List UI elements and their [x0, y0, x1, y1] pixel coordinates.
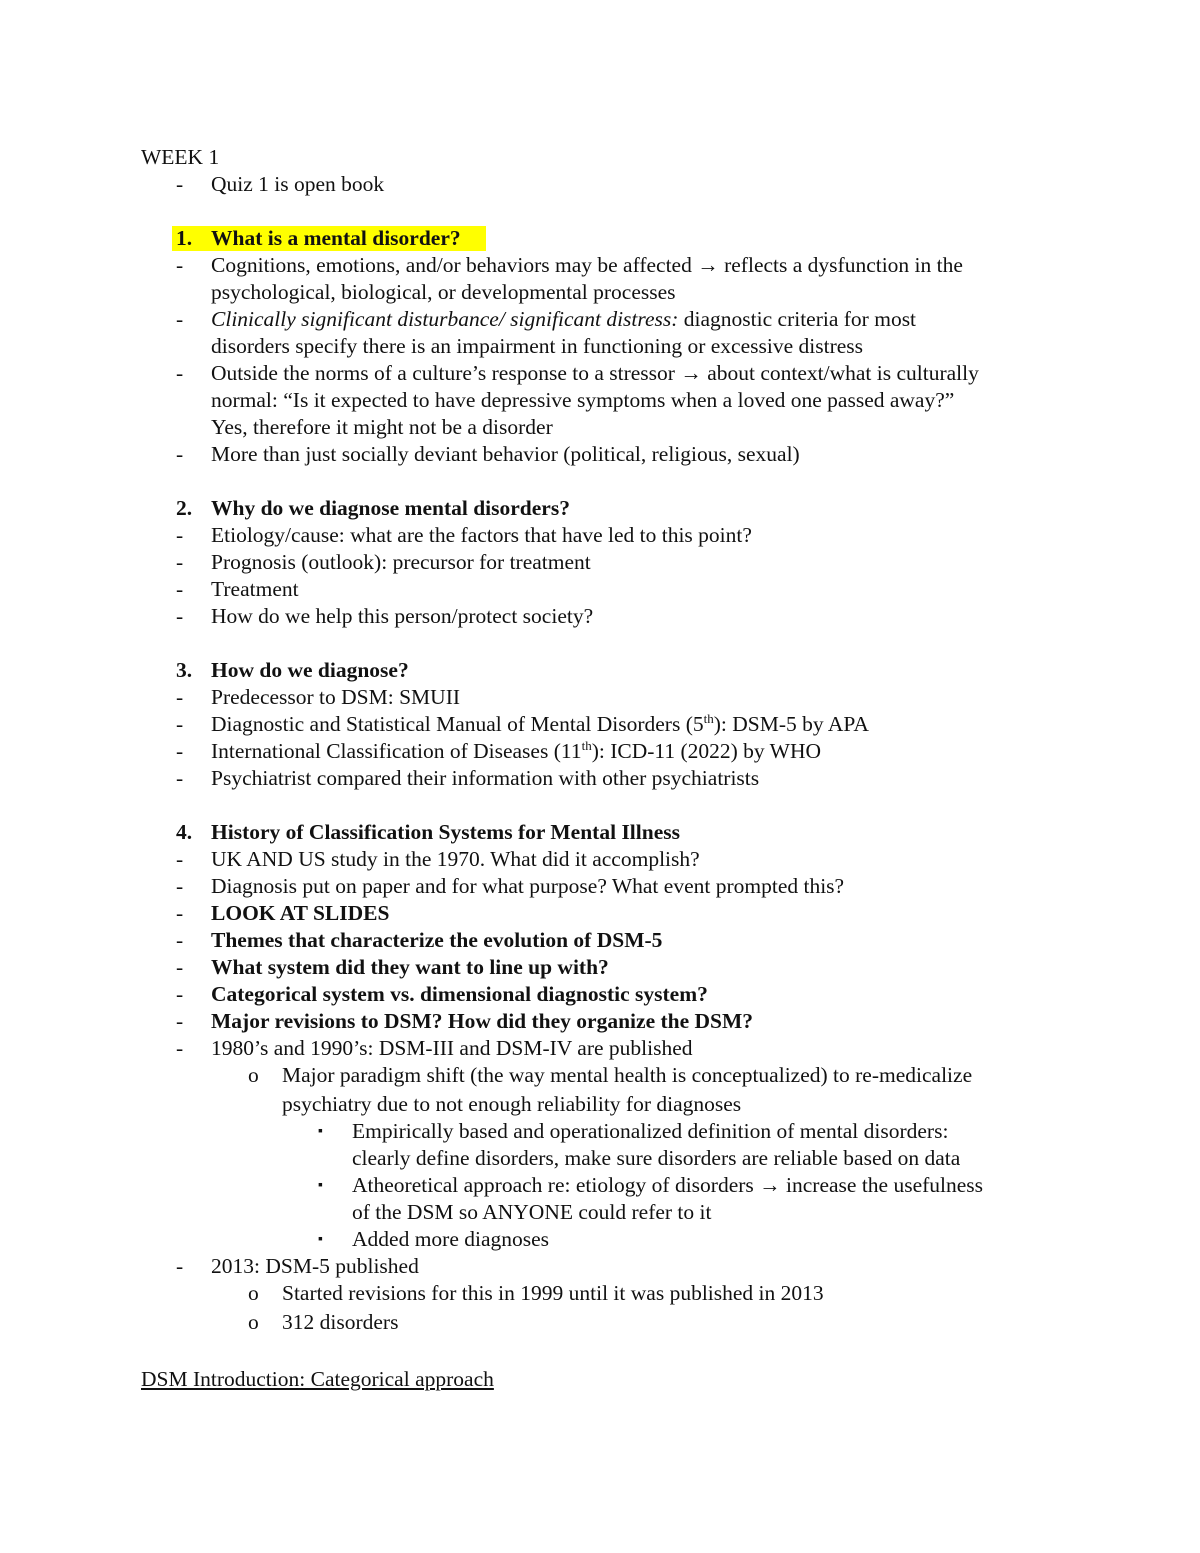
- list-item: - Treatment: [176, 577, 299, 601]
- list-item: - Clinically significant disturbance/ significant distress: diagnostic criteria for most: [176, 307, 917, 331]
- list-item-continued: Yes, therefore it might not be a disorder: [211, 415, 553, 439]
- list-item: - Psychiatrist compared their information with other psychiatrists: [176, 766, 760, 790]
- section-heading-dsm-introduction: DSM Introduction: Categorical approach: [141, 1367, 494, 1391]
- list-item: - UK AND US study in the 1970. What did it accomplish?: [176, 847, 700, 871]
- list-item: - Quiz 1 is open book: [176, 172, 385, 196]
- week-title: WEEK 1: [141, 145, 220, 169]
- sub-sub-list-item-continued: clearly define disorders, make sure disorders are reliable based on data: [352, 1146, 961, 1170]
- list-item-continued: disorders specify there is an impairment in functioning or excessive distress: [211, 334, 864, 358]
- section-4: [0, 819, 1200, 1336]
- list-item: - 1980’s and 1990’s: DSM-III and DSM-IV are published: [176, 1036, 693, 1060]
- square-bullet-icon: ▪: [318, 1178, 323, 1193]
- sub-sub-list-item: ▪ Atheoretical approach re: etiology of disorders → increase the usefulness: [318, 1173, 984, 1197]
- list-item: - Prognosis (outlook): precursor for treatment: [176, 550, 591, 574]
- section-4-heading: 4. History of Classification Systems for Mental Illness: [176, 820, 680, 844]
- list-item-continued: normal: “Is it expected to have depressive symptoms when a loved one passed away?”: [211, 388, 955, 412]
- section-2-heading: 2. Why do we diagnose mental disorders?: [176, 496, 570, 520]
- list-item: - International Classification of Diseases (11th): ICD-11 (2022) by WHO: [176, 737, 822, 763]
- square-bullet-icon: ▪: [318, 1124, 323, 1139]
- section-3-heading: 3. How do we diagnose?: [176, 658, 409, 682]
- list-item: - 2013: DSM-5 published: [176, 1254, 419, 1278]
- sub-list-item: o Started revisions for this in 1999 until it was published in 2013: [248, 1281, 824, 1305]
- list-item: - How do we help this person/protect society?: [176, 604, 594, 628]
- sub-list-item-continued: psychiatry due to not enough reliability for diagnoses: [282, 1092, 742, 1116]
- list-item: - What system did they want to line up with?: [176, 955, 609, 979]
- list-item: - Outside the norms of a culture’s response to a stressor → about context/what is culturally: [176, 361, 979, 385]
- list-item-continued: psychological, biological, or developmental processes: [211, 280, 676, 304]
- arrow-icon: →: [759, 1173, 781, 1197]
- list-item: - Etiology/cause: what are the factors that have led to this point?: [176, 523, 752, 547]
- list-item: - Themes that characterize the evolution of DSM-5: [176, 928, 663, 952]
- section-1-heading: 1. What is a mental disorder?: [0, 225, 1200, 252]
- list-item: - Predecessor to DSM: SMUII: [176, 685, 461, 709]
- arrow-icon: →: [697, 253, 719, 277]
- sub-sub-list-item: ▪ Added more diagnoses: [318, 1227, 550, 1251]
- sub-list-item: o Major paradigm shift (the way mental health is conceptualized) to re-medicalize: [248, 1063, 973, 1087]
- square-bullet-icon: ▪: [318, 1232, 323, 1247]
- list-item: - Categorical system vs. dimensional diagnostic system?: [176, 982, 708, 1006]
- list-item: - Major revisions to DSM? How did they organize the DSM?: [176, 1009, 754, 1033]
- section-2: [0, 495, 1200, 630]
- list-item: - LOOK AT SLIDES: [176, 901, 390, 925]
- section-3: [0, 657, 1200, 792]
- intro-list: [0, 171, 1200, 198]
- section-1: [0, 225, 1200, 468]
- sub-list-item: o 312 disorders: [248, 1310, 399, 1334]
- arrow-icon: →: [680, 361, 702, 385]
- list-item: - Cognitions, emotions, and/or behaviors may be affected → reflects a dysfunction in the: [176, 253, 963, 277]
- list-item: - Diagnostic and Statistical Manual of Mental Disorders (5th): DSM-5 by APA: [176, 710, 869, 736]
- list-item: - Diagnosis put on paper and for what purpose? What event prompted this?: [176, 874, 845, 898]
- list-item: - More than just socially deviant behavior (political, religious, sexual): [176, 442, 800, 466]
- sub-sub-list-item: ▪ Empirically based and operationalized definition of mental disorders:: [318, 1119, 949, 1143]
- sub-sub-list-item-continued: of the DSM so ANYONE could refer to it: [352, 1200, 712, 1224]
